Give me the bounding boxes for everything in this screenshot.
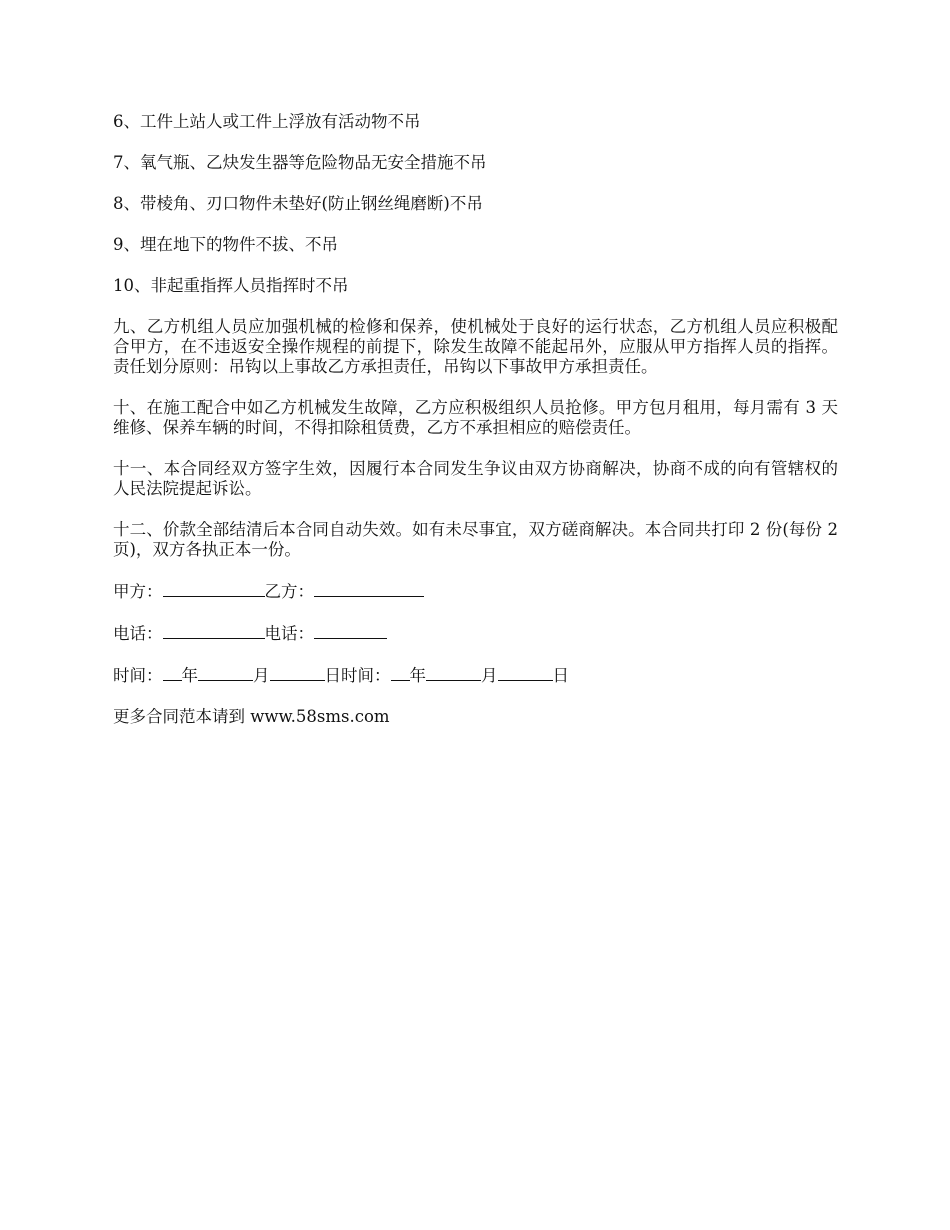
day-a-blank[interactable] — [270, 665, 325, 681]
year-a-blank[interactable] — [163, 665, 182, 681]
clause-11: 十一、本合同经双方签字生效，因履行本合同发生争议由双方协商解决，协商不成的向有管辖权的人民法院提起诉讼。 — [113, 459, 838, 498]
phone-b-blank[interactable] — [314, 623, 387, 639]
year-a-label: 年 — [181, 666, 198, 685]
month-a-blank[interactable] — [198, 665, 253, 681]
month-b-blank[interactable] — [426, 665, 481, 681]
year-b-label: 年 — [409, 666, 426, 685]
clause-12: 十二、价款全部结清后本合同自动失效。如有未尽事宜，双方磋商解决。本合同共打印 2 份(每份 2 页)，双方各执正本一份。 — [113, 520, 838, 559]
year-b-blank[interactable] — [391, 665, 410, 681]
party-b-blank[interactable] — [314, 581, 424, 597]
phone-a-label: 电话： — [113, 624, 163, 643]
rule-item-6: 6、工件上站人或工件上浮放有活动物不吊 — [113, 112, 421, 131]
phone-b-label: 电话： — [264, 624, 314, 643]
signature-time-line — [113, 665, 838, 686]
rule-item-8: 8、带棱角、刃口物件未垫好(防止钢丝绳磨断)不吊 — [113, 194, 483, 213]
month-a-label: 月 — [253, 666, 270, 685]
day-b-blank[interactable] — [498, 665, 553, 681]
phone-a-blank[interactable] — [163, 623, 265, 639]
clause-10: 十、在施工配合中如乙方机械发生故障，乙方应积极组织人员抢修。甲方包月租用，每月需有 3 天维修、保养车辆的时间，不得扣除租赁费，乙方不承担相应的赔偿责任。 — [113, 398, 838, 437]
party-a-blank[interactable] — [163, 581, 265, 597]
rule-item-7: 7、氧气瓶、乙炔发生器等危险物品无安全措施不吊 — [113, 153, 487, 172]
document-body — [113, 112, 838, 748]
clause-9: 九、乙方机组人员应加强机械的检修和保养，使机械处于良好的运行状态，乙方机组人员应积极配合甲方，在不违返安全操作规程的前提下，除发生故障不能起吊外，应服从甲方指挥人员的指挥。责任划分原则：吊钩以上事故乙方承担责任，吊钩以下事故甲方承担责任。 — [113, 317, 838, 376]
rule-item-10: 10、非起重指挥人员指挥时不吊 — [113, 276, 349, 295]
day-b-label: 日 — [552, 666, 569, 685]
rule-item-9: 9、埋在地下的物件不拔、不吊 — [113, 235, 338, 254]
time-a-label: 时间： — [113, 666, 163, 685]
month-b-label: 月 — [481, 666, 498, 685]
party-b-label: 乙方： — [264, 582, 314, 601]
footer-note: 更多合同范本请到 www.58sms.com — [113, 707, 390, 726]
signature-phone-line — [113, 623, 838, 644]
signature-party-line — [113, 581, 838, 602]
time-b-label: 日时间： — [324, 666, 391, 685]
party-a-label: 甲方： — [113, 582, 163, 601]
